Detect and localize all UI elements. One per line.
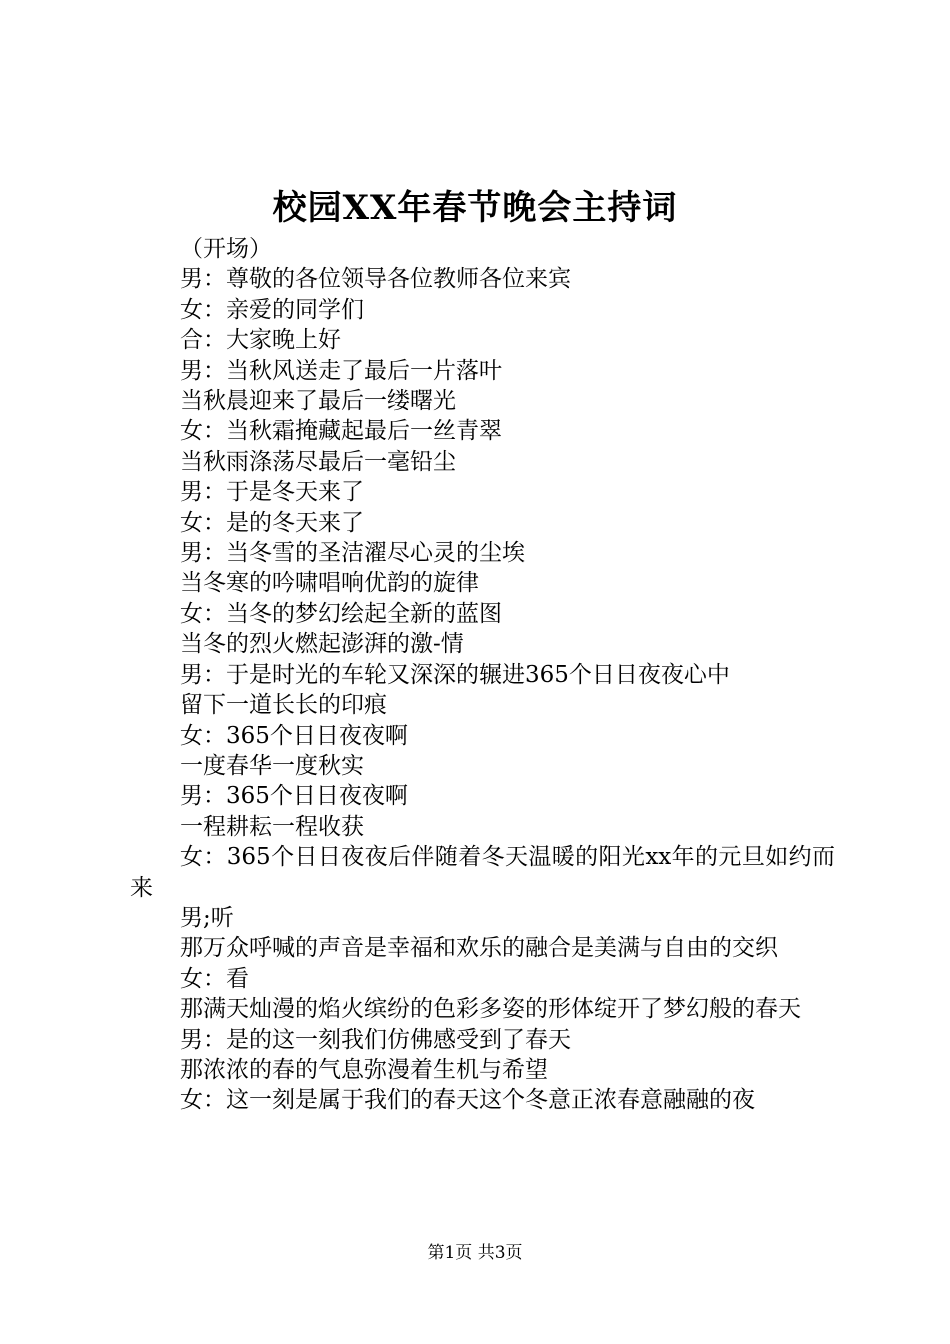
text-line: 当秋晨迎来了最后一缕曙光 bbox=[180, 388, 456, 415]
document-title: 校园XX年春节晚会主持词 bbox=[272, 188, 678, 228]
text-line: 女：亲爱的同学们 bbox=[180, 296, 364, 323]
text-line: （开场） bbox=[180, 236, 272, 262]
text-line: 留下一道长长的印痕 bbox=[180, 692, 387, 719]
document-body bbox=[130, 234, 835, 1116]
text-line: 当冬寒的吟啸唱响优韵的旋律 bbox=[180, 570, 479, 597]
text-line: 一度春华一度秋实 bbox=[180, 752, 364, 779]
text-line: 当冬的烈火燃起澎湃的激-情 bbox=[180, 631, 464, 658]
text-line: 女：看 bbox=[180, 965, 249, 992]
text-line: 那浓浓的春的气息弥漫着生机与希望 bbox=[180, 1056, 548, 1083]
text-line: 女：当秋霜掩藏起最后一丝青翠 bbox=[180, 418, 502, 445]
text-line: 男：尊敬的各位领导各位教师各位来宾 bbox=[180, 266, 571, 293]
text-paragraph: 女：365个日日夜夜后伴随着冬天温暖的阳光xx年的元旦如约而来 bbox=[130, 844, 835, 901]
text-line: 当秋雨涤荡尽最后一毫铅尘 bbox=[180, 448, 456, 475]
text-paragraph: 那满天灿漫的焰火缤纷的色彩多姿的形体绽开了梦幻般的春天 bbox=[180, 996, 801, 1023]
text-line: 男;听 bbox=[180, 904, 234, 931]
text-paragraph: 那万众呼喊的声音是幸福和欢乐的融合是美满与自由的交织 bbox=[180, 935, 778, 962]
text-line: 男：于是时光的车轮又深深的辗进365个日日夜夜心中 bbox=[180, 661, 730, 688]
text-line: 女：365个日日夜夜啊 bbox=[180, 722, 408, 749]
text-line: 男：是的这一刻我们仿佛感受到了春天 bbox=[180, 1026, 571, 1053]
text-line: 一程耕耘一程收获 bbox=[180, 813, 364, 840]
text-line: 女：这一刻是属于我们的春天这个冬意正浓春意融融的夜 bbox=[180, 1087, 755, 1114]
text-line: 合：大家晚上好 bbox=[180, 327, 341, 354]
text-line: 女：是的冬天来了 bbox=[180, 509, 364, 536]
page-footer: 第1页 共3页 bbox=[427, 1243, 523, 1263]
text-line: 男：当秋风送走了最后一片落叶 bbox=[180, 357, 502, 384]
text-line: 男：当冬雪的圣洁濯尽心灵的尘埃 bbox=[180, 540, 525, 567]
text-line: 男：365个日日夜夜啊 bbox=[180, 783, 408, 810]
text-line: 女：当冬的梦幻绘起全新的蓝图 bbox=[180, 600, 502, 627]
text-line: 男：于是冬天来了 bbox=[180, 479, 364, 506]
